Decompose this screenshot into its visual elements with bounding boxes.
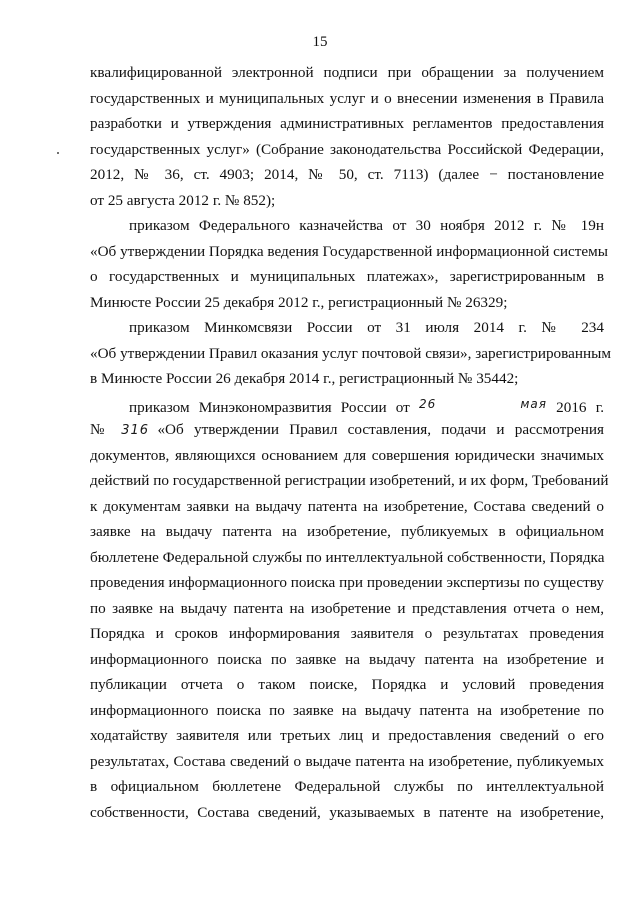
text-line: по заявке на выдачу патента на изобретение и представления отчета о нем,	[90, 599, 604, 617]
text-line: результатах, Состава сведений о выдаче патента на изобретение, публикуемых	[90, 752, 604, 770]
text-line: государственных и муниципальных услуг и о внесении изменения в Правила	[90, 89, 604, 107]
text-line: документов, являющихся основанием для совершения юридически значимых	[90, 446, 604, 464]
text-line-order-date	[90, 392, 604, 418]
number-sign: №	[90, 421, 111, 438]
order-intro-text: приказом Минэкономразвития России от	[129, 398, 410, 416]
handwritten-number: 316	[121, 423, 150, 438]
text-line: действий по государственной регистрации изобретений, и их форм, Требований	[90, 472, 609, 489]
text-line: Минюсте России 25 декабря 2012 г., регистрационный № 26329;	[90, 293, 508, 311]
margin-mark	[57, 152, 59, 154]
text-line: государственных услуг» (Собрание законодательства Российской Федерации,	[90, 140, 604, 158]
text-line: 2012, № 36, ст. 4903; 2014, № 50, ст. 7113) (далее − постановление	[90, 166, 604, 183]
text-line: в официальном бюллетене Федеральной службы по интеллектуальной	[90, 778, 604, 795]
text-line: в Минюсте России 26 декабря 2014 г., регистрационный № 35442;	[90, 370, 519, 387]
order-title-text: «Об утверждении Правил составления, подачи и рассмотрения	[157, 421, 604, 438]
text-line: Порядка и сроков информирования заявителя о результатах проведения	[90, 625, 604, 642]
text-line: квалифицированной электронной подписи при обращении за получением	[90, 64, 604, 81]
text-line: к документам заявки на выдачу патента на изобретение, Состава сведений о	[90, 497, 604, 515]
text-line: информационного поиска по заявке на выдачу патента на изобретение и	[90, 650, 604, 668]
text-line: приказом Федерального казначейства от 30 ноября 2012 г. № 19н	[129, 217, 604, 234]
text-line: «Об утверждении Правил оказания услуг почтовой связи», зарегистрированным	[90, 344, 611, 362]
page-number: 15	[312, 34, 328, 50]
text-line: проведения информационного поиска при проведении экспертизы по существу	[90, 574, 604, 591]
document-body	[90, 60, 611, 825]
handwritten-date: 26 мая	[418, 396, 547, 411]
text-line: собственности, Состава сведений, указываемых в патенте на изобретение,	[90, 803, 604, 821]
text-line: ходатайству заявителя или третьих лиц и предоставления сведений о его	[90, 727, 604, 744]
text-line: заявке на выдачу патента на изобретение, публикуемых в официальном	[90, 523, 604, 540]
text-line: разработки и утверждения административных регламентов предоставления	[90, 115, 604, 132]
text-line-order-number	[90, 417, 604, 443]
text-line: приказом Минкомсвязи России от 31 июля 2014 г. № 234	[129, 319, 604, 336]
text-line: информационного поиска по заявке на выдачу патента на изобретение по	[90, 701, 604, 719]
text-line: «Об утверждении Порядка ведения Государственной информационной системы	[90, 242, 608, 260]
text-line: от 25 августа 2012 г. № 852);	[90, 191, 276, 209]
text-line: публикации отчета о таком поиске, Порядка и условий проведения	[90, 676, 604, 693]
order-year-text: 2016 г.	[556, 398, 604, 416]
text-line: бюллетене Федеральной службы по интеллектуальной собственности, Порядка	[90, 548, 605, 566]
text-line: о государственных и муниципальных платежах», зарегистрированным в	[90, 268, 604, 285]
